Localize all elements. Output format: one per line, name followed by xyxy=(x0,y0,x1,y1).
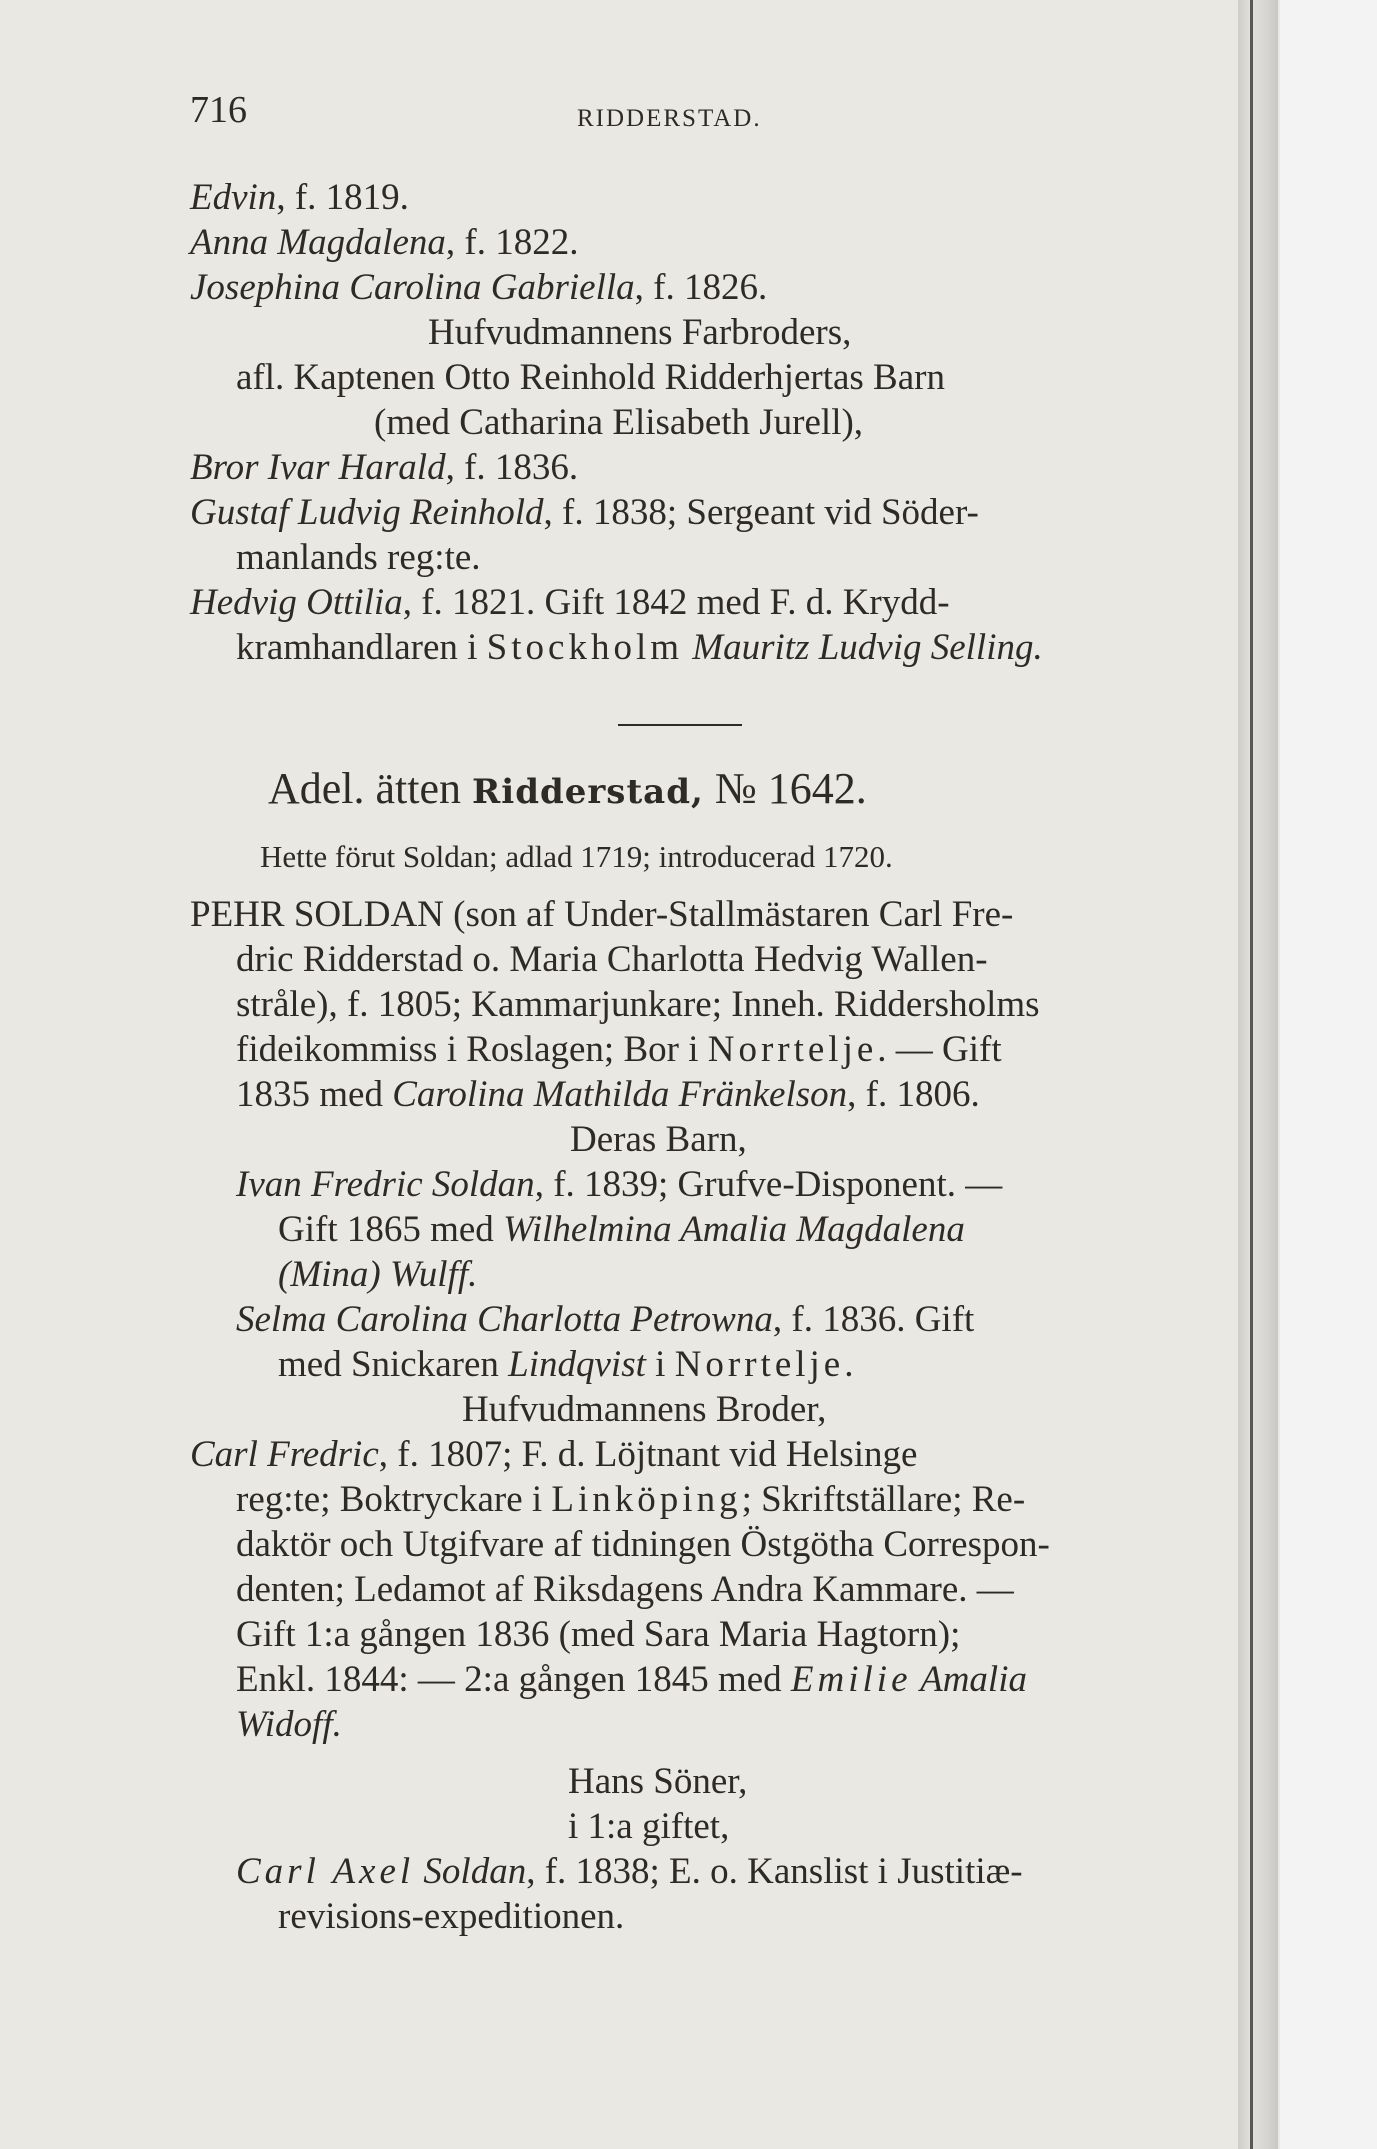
person-entry: Selma Carolina Charlotta Petrowna, f. 1836. Gift xyxy=(236,1299,975,1340)
text-line: Widoff. xyxy=(236,1704,342,1745)
family-subheading: Hette förut Soldan; adlad 1719; introducerad 1720. xyxy=(260,839,893,874)
page-edge-line xyxy=(1250,0,1253,2149)
text-line: afl. Kaptenen Otto Reinhold Ridderhjertas Barn xyxy=(236,357,945,398)
child-entry: Josephina Carolina Gabriella, f. 1826. xyxy=(190,267,768,308)
text-line: Enkl. 1844: — 2:a gången 1845 med Emilie Amalia xyxy=(236,1659,1027,1700)
person-entry: Bror Ivar Harald, f. 1836. xyxy=(190,447,579,488)
section-heading: Deras Barn, xyxy=(570,1119,747,1160)
text-line: denten; Ledamot af Riksdagens Andra Kammare. — xyxy=(236,1569,1014,1610)
text-line: Gift 1865 med Wilhelmina Amalia Magdalena xyxy=(278,1209,965,1250)
text-line: med Snickaren Lindqvist i Norrtelje. xyxy=(278,1344,854,1385)
person-entry: Hedvig Ottilia, f. 1821. Gift 1842 med F. d. Krydd- xyxy=(190,582,950,623)
background-margin xyxy=(1280,0,1377,2149)
family-heading: Adel. ätten Ridderstad, № 1642. xyxy=(268,764,867,813)
person-entry: Ivan Fredric Soldan, f. 1839; Grufve-Disponent. — xyxy=(236,1164,1003,1205)
text-line: manlands reg:te. xyxy=(236,537,481,578)
text-line: (med Catharina Elisabeth Jurell), xyxy=(374,402,864,443)
section-heading: Hufvudmannens Farbroders, xyxy=(428,312,852,353)
section-heading: Hans Söner, xyxy=(568,1761,748,1802)
person-entry: Carl Fredric, f. 1807; F. d. Löjtnant vid Helsinge xyxy=(190,1434,918,1475)
text-line: reg:te; Boktryckare i Linköping; Skriftställare; Re- xyxy=(236,1479,1026,1520)
person-entry: Carl Axel Soldan, f. 1838; E. o. Kanslist i Justitiæ- xyxy=(236,1851,1023,1892)
text-line: 1835 med Carolina Mathilda Fränkelson, f. 1806. xyxy=(236,1074,980,1115)
running-title: RIDDERSTAD. xyxy=(577,105,762,132)
section-heading: Hufvudmannens Broder, xyxy=(462,1389,827,1430)
child-entry: Edvin, f. 1819. xyxy=(190,177,409,218)
section-divider xyxy=(618,724,742,726)
text-line: daktör och Utgifvare af tidningen Östgötha Correspon- xyxy=(236,1524,1050,1565)
text-line: stråle), f. 1805; Kammarjunkare; Inneh. Riddersholms xyxy=(236,984,1040,1025)
text-line: Gift 1:a gången 1836 (med Sara Maria Hagtorn); xyxy=(236,1614,961,1655)
text-line: revisions-expeditionen. xyxy=(278,1896,625,1937)
text-line: dric Ridderstad o. Maria Charlotta Hedvig Wallen- xyxy=(236,939,988,980)
text-line: PEHR SOLDAN (son af Under-Stallmästaren Carl Fre- xyxy=(190,894,1014,935)
page-number: 716 xyxy=(190,89,247,131)
section-subheading: i 1:a giftet, xyxy=(568,1806,730,1847)
text-line: kramhandlaren i Stockholm Mauritz Ludvig Selling. xyxy=(236,627,1043,668)
text-line: fideikommiss i Roslagen; Bor i Norrtelje. — Gift xyxy=(236,1029,1002,1070)
person-entry: Gustaf Ludvig Reinhold, f. 1838; Sergeant vid Söder- xyxy=(190,492,979,533)
child-entry: Anna Magdalena, f. 1822. xyxy=(190,222,579,263)
text-line: (Mina) Wulff. xyxy=(278,1254,478,1295)
page-edge xyxy=(1238,0,1278,2149)
